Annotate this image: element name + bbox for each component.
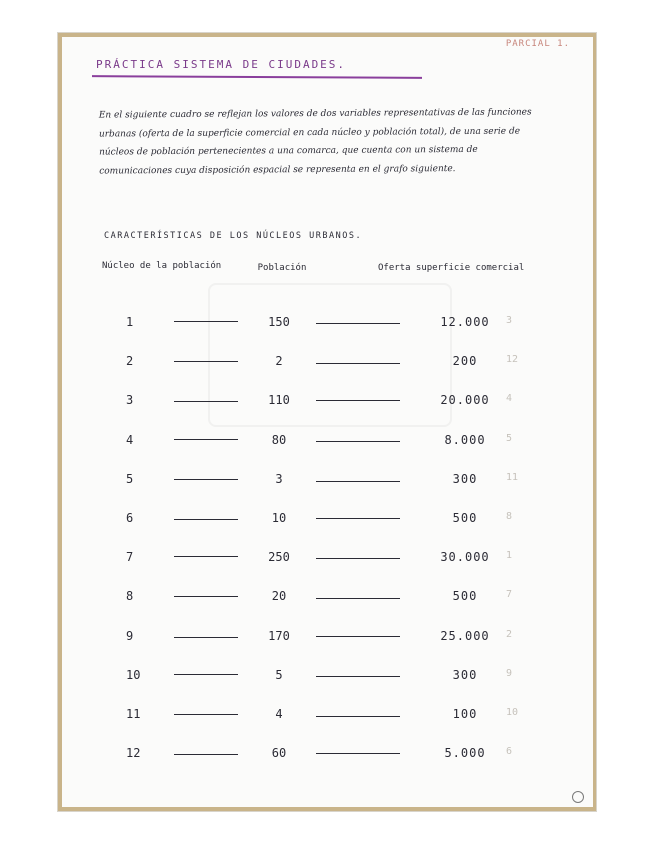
title-underline <box>92 75 422 79</box>
leader-line <box>316 636 400 637</box>
rank-annotation: 3 <box>506 315 513 326</box>
offer-value: 500 <box>452 511 478 525</box>
leader-line <box>316 363 400 364</box>
leader-line <box>316 558 400 559</box>
leader-line <box>174 361 238 362</box>
nucleus-id: 3 <box>126 393 134 408</box>
section-title: CARACTERÍSTICAS DE LOS NÚCLEOS URBANOS. <box>104 231 363 241</box>
offer-value: 500 <box>452 589 478 604</box>
population-value: 10 <box>271 511 287 525</box>
rank-annotation: 12 <box>506 354 519 366</box>
leader-line <box>316 753 400 754</box>
table-row <box>58 629 596 655</box>
nucleus-id: 12 <box>126 746 141 761</box>
leader-line <box>316 676 400 677</box>
offer-value: 300 <box>452 667 478 682</box>
leader-line <box>316 598 400 599</box>
rank-annotation: 6 <box>506 746 513 758</box>
nucleus-id: 1 <box>126 315 134 329</box>
table-row <box>58 707 596 733</box>
population-value: 4 <box>275 707 283 721</box>
nucleus-id: 9 <box>126 628 134 643</box>
nucleus-id: 4 <box>126 432 134 447</box>
page-edge-top <box>58 33 596 37</box>
population-value: 60 <box>271 746 287 761</box>
table-row <box>58 354 596 380</box>
table-row <box>58 393 596 419</box>
partial-label: PARCIAL 1. <box>505 39 570 49</box>
nucleus-id: 2 <box>126 354 134 369</box>
leader-line <box>174 596 238 597</box>
population-value: 150 <box>268 315 290 329</box>
offer-value: 12.000 <box>440 315 490 329</box>
offer-value: 8.000 <box>444 432 486 447</box>
rank-annotation: 9 <box>506 667 513 679</box>
column-header-nucleus: Núcleo de la población <box>102 261 222 271</box>
leader-line <box>174 479 238 480</box>
table-row <box>58 472 596 498</box>
nucleus-id: 6 <box>126 511 134 525</box>
population-value: 170 <box>268 628 290 643</box>
table-row <box>58 668 596 694</box>
rank-annotation: 5 <box>506 432 513 444</box>
table-row <box>58 746 596 772</box>
nucleus-id: 8 <box>126 589 134 604</box>
leader-line <box>174 754 238 755</box>
leader-line <box>174 439 238 440</box>
population-value: 5 <box>275 667 283 682</box>
rank-annotation: 8 <box>506 511 513 522</box>
leader-line <box>174 714 238 715</box>
leader-line <box>174 556 238 557</box>
leader-line <box>316 518 400 519</box>
leader-line <box>174 637 238 638</box>
offer-value: 300 <box>452 471 478 486</box>
offer-value: 100 <box>452 707 478 721</box>
notebook-page <box>58 33 596 811</box>
table-row <box>58 433 596 459</box>
leader-line <box>316 400 400 401</box>
offer-value: 25.000 <box>440 628 490 643</box>
page-edge-bottom <box>58 807 596 811</box>
population-value: 3 <box>275 471 283 486</box>
population-value: 20 <box>271 589 287 604</box>
nucleus-id: 5 <box>126 471 134 486</box>
leader-line <box>316 716 400 717</box>
leader-line <box>316 481 400 482</box>
leader-line <box>174 321 238 322</box>
rank-annotation: 2 <box>506 628 513 640</box>
leader-line <box>174 401 238 402</box>
leader-line <box>174 519 238 520</box>
population-value: 110 <box>268 393 290 408</box>
rank-annotation: 7 <box>506 589 513 601</box>
offer-value: 200 <box>452 354 478 369</box>
intro-paragraph: En el siguiente cuadro se reflejan los valores de dos variables representativas de las funciones urbanas (oferta de la superficie comercial en cada núcleo y población total), de una serie de núcleos de población pertenecientes a una comarca, que cuenta con un sistema de comunicaciones cuya disposición espacial se representa en el grafo siguiente. <box>98 107 532 177</box>
population-value: 250 <box>268 550 290 565</box>
leader-line <box>316 441 400 442</box>
population-value: 2 <box>275 354 283 369</box>
column-header-population: Población <box>257 263 307 273</box>
column-header-offer: Oferta superficie comercial <box>378 263 525 273</box>
rank-annotation: 1 <box>506 550 513 562</box>
offer-value: 20.000 <box>440 393 490 408</box>
rank-annotation: 4 <box>506 393 513 405</box>
offer-value: 30.000 <box>440 550 490 565</box>
rank-annotation: 10 <box>506 707 519 718</box>
population-value: 80 <box>271 432 287 447</box>
page-edge-right <box>593 33 596 811</box>
table-row <box>58 315 596 341</box>
page-edge-left <box>58 33 62 811</box>
leader-line <box>174 674 238 675</box>
rank-annotation: 11 <box>506 471 519 483</box>
page-corner-mark-icon <box>572 791 584 803</box>
nucleus-id: 11 <box>126 707 141 721</box>
offer-value: 5.000 <box>444 746 486 761</box>
table-row <box>58 589 596 615</box>
table-row <box>58 550 596 576</box>
leader-line <box>316 323 400 324</box>
table-row <box>58 511 596 537</box>
nucleus-id: 10 <box>126 667 141 682</box>
page-title: PRÁCTICA SISTEMA DE CIUDADES. <box>96 58 347 71</box>
nucleus-id: 7 <box>126 550 134 565</box>
